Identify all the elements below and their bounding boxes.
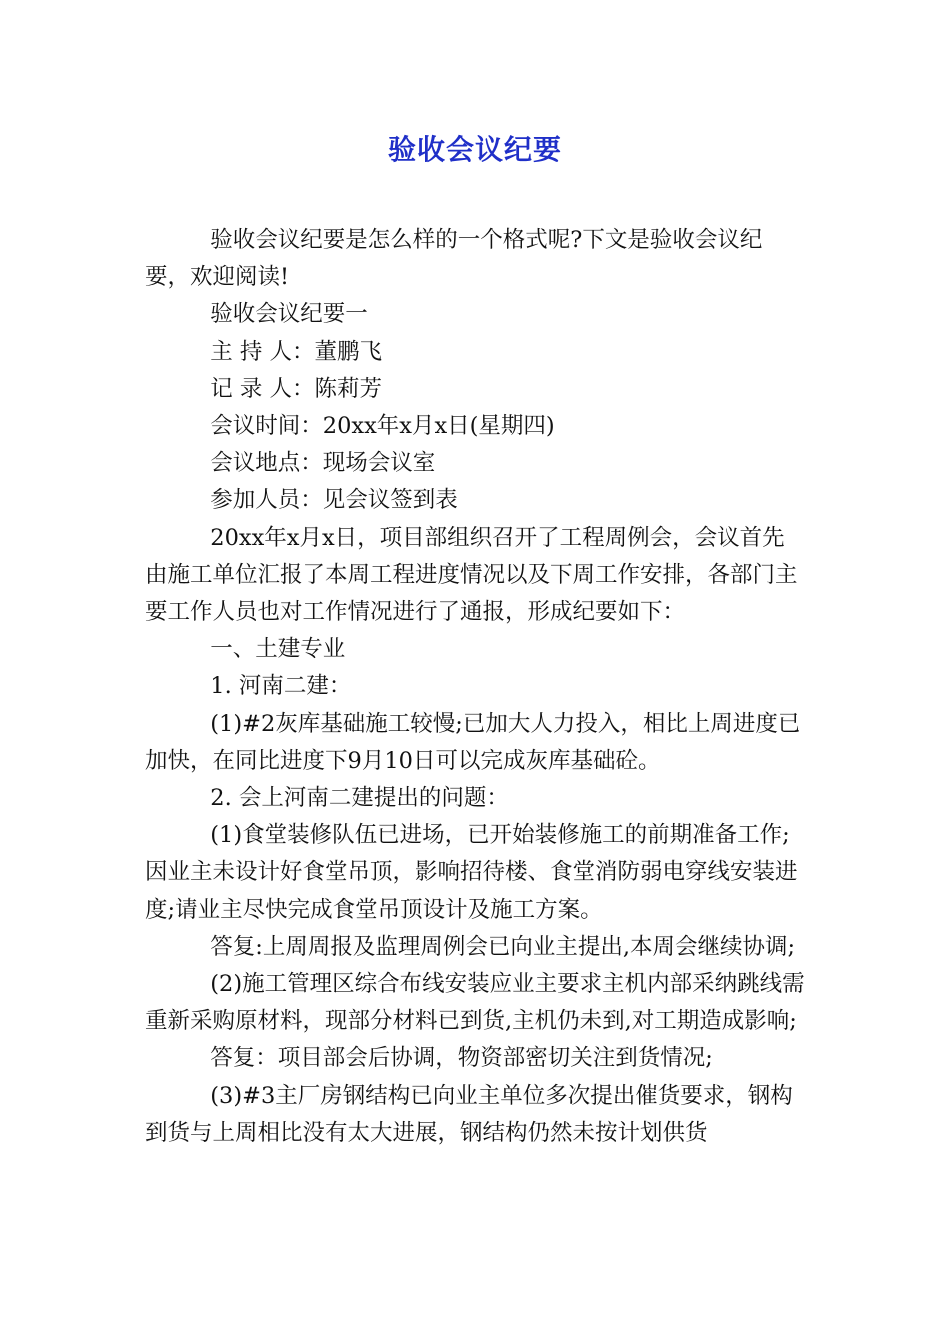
meeting-time-line: 会议时间：20xx年x月x日(星期四) — [210, 413, 555, 440]
reply-paragraph: 答复:上周周报及监理周例会已向业主提出,本周会继续协调; — [210, 933, 796, 960]
item-paragraph: (2)施工管理区综合布线安装应业主要求主机内部采纳跳线需重新采购原材料，现部分材料已到货,主机仍未到,对工期造成影响; — [145, 971, 805, 1035]
civil-heading: 一、土建专业 — [210, 636, 346, 663]
recorder-line: 记 录 人：陈莉芳 — [210, 375, 383, 402]
item-paragraph: (3)#3主厂房钢结构已向业主单位多次提出催货要求，钢构到货与上周相比没有太大进展，钢结构仍然未按计划供货 — [145, 1082, 793, 1146]
item-paragraph: (1)食堂装修队伍已进场，已开始装修施工的前期准备工作;因业主未设计好食堂吊顶，影响招待楼、食堂消防弱电穿线安装进度;请业主尽快完成食堂吊顶设计及施工方案。 — [145, 822, 798, 923]
item-paragraph: (1)#2灰库基础施工较慢;已加大人力投入，相比上周进度已加快，在同比进度下9月10日可以完成灰库基础砼。 — [145, 710, 801, 774]
intro-paragraph: 验收会议纪要是怎么样的一个格式呢?下文是验收会议纪要，欢迎阅读! — [145, 227, 763, 291]
reply-paragraph: 答复：项目部会后协调，物资部密切关注到货情况; — [210, 1045, 713, 1072]
document-title: 验收会议纪要 — [387, 133, 562, 166]
issues-heading: 2. 会上河南二建提出的问题： — [210, 785, 509, 812]
summary-paragraph: 20xx年x月x日，项目部组织召开了工程周例会，会议首先由施工单位汇报了本周工程进度情况以及下周工作安排，各部门主要工作人员也对工作情况进行了通报，形成纪要如下： — [145, 524, 798, 626]
section-heading: 验收会议纪要一 — [210, 301, 368, 328]
host-line: 主 持 人：董鹏飞 — [210, 338, 383, 365]
attendees-line: 参加人员：见会议签到表 — [210, 487, 458, 514]
document-body — [145, 222, 805, 1152]
contractor-heading: 1. 河南二建： — [210, 673, 352, 700]
meeting-location-line: 会议地点：现场会议室 — [210, 450, 436, 477]
